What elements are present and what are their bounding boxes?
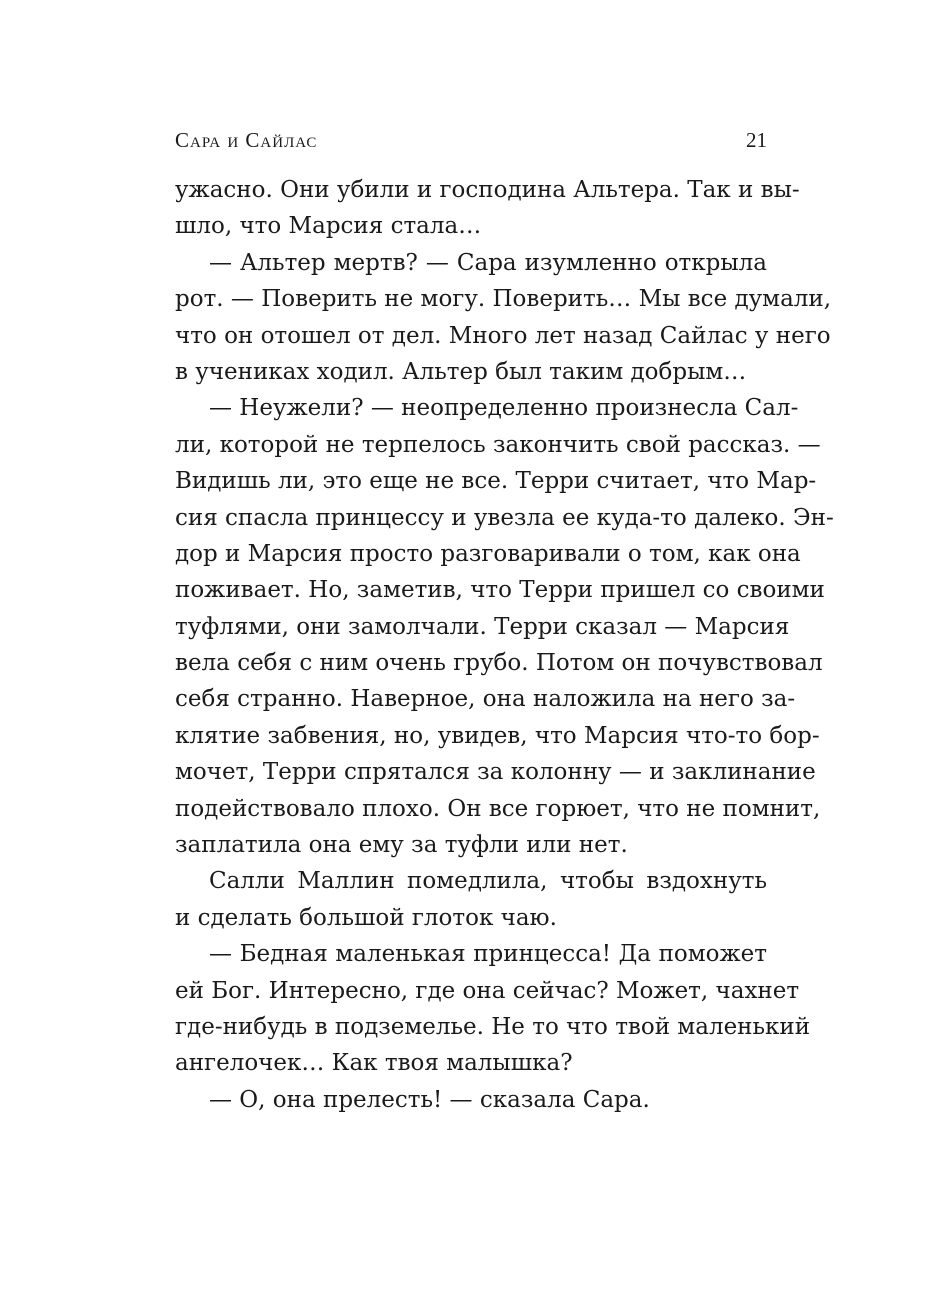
text-line: вела себя с ним очень грубо. Потом он почувствовал [175, 650, 823, 677]
text-line: рот. — Поверить не могу. Поверить… Мы все думали, [175, 286, 832, 313]
text-line: туфлями, они замолчали. Терри сказал — Марсия [175, 613, 790, 640]
text-line: заплатила она ему за туфли или нет. [175, 832, 628, 859]
text-line: ужасно. Они убили и господина Альтера. Так и вы- [175, 177, 800, 203]
text-line: ангелочек… Как твоя малышка? [175, 1050, 573, 1077]
text-line: ей Бог. Интересно, где она сейчас? Может, чахнет [175, 977, 800, 1004]
body-text [175, 172, 834, 1118]
text-line: — Неужели? — неопределенно произнесла Сал- [209, 395, 799, 422]
text-line: клятие забвения, но, увидев, что Марсия что-то бор- [175, 722, 820, 749]
text-line: и сделать большой глоток чаю. [175, 904, 557, 931]
text-line: — Альтер мертв? — Сара изумленно открыла [209, 249, 767, 276]
text-line: шло, что Марсия стала… [175, 213, 482, 240]
page-number: 21 [746, 128, 767, 152]
text-line: поживает. Но, заметив, что Терри пришел со своими [175, 577, 825, 604]
text-line: где-нибудь в подземелье. Не то что твой маленький [175, 1013, 811, 1040]
running-title: Сара и Сайлас [175, 128, 318, 152]
text-line: в учениках ходил. Альтер был таким добрым… [175, 358, 747, 385]
text-line: ли, которой не терпелось закончить свой рассказ. — [175, 431, 821, 458]
text-line: Салли Маллин помедлила, чтобы вздохнуть [209, 868, 767, 895]
text-line: себя странно. Наверное, она наложила на него за- [175, 686, 796, 713]
text-line: — Бедная маленькая принцесса! Да поможет [209, 941, 767, 968]
text-line: Видишь ли, это еще не все. Терри считает, что Мар- [175, 468, 817, 495]
text-line: подействовало плохо. Он все горюет, что не помнит, [175, 795, 821, 822]
running-header [175, 128, 767, 158]
text-line: дор и Марсия просто разговаривали о том, как она [175, 540, 801, 567]
text-line: мочет, Терри спрятался за колонну — и заклинание [175, 759, 816, 786]
text-line: сия спасла принцессу и увезла ее куда-то далеко. Эн- [175, 504, 834, 531]
text-line: — О, она прелесть! — сказала Сара. [209, 1086, 650, 1113]
text-line: что он отошел от дел. Много лет назад Сайлас у него [175, 322, 831, 349]
